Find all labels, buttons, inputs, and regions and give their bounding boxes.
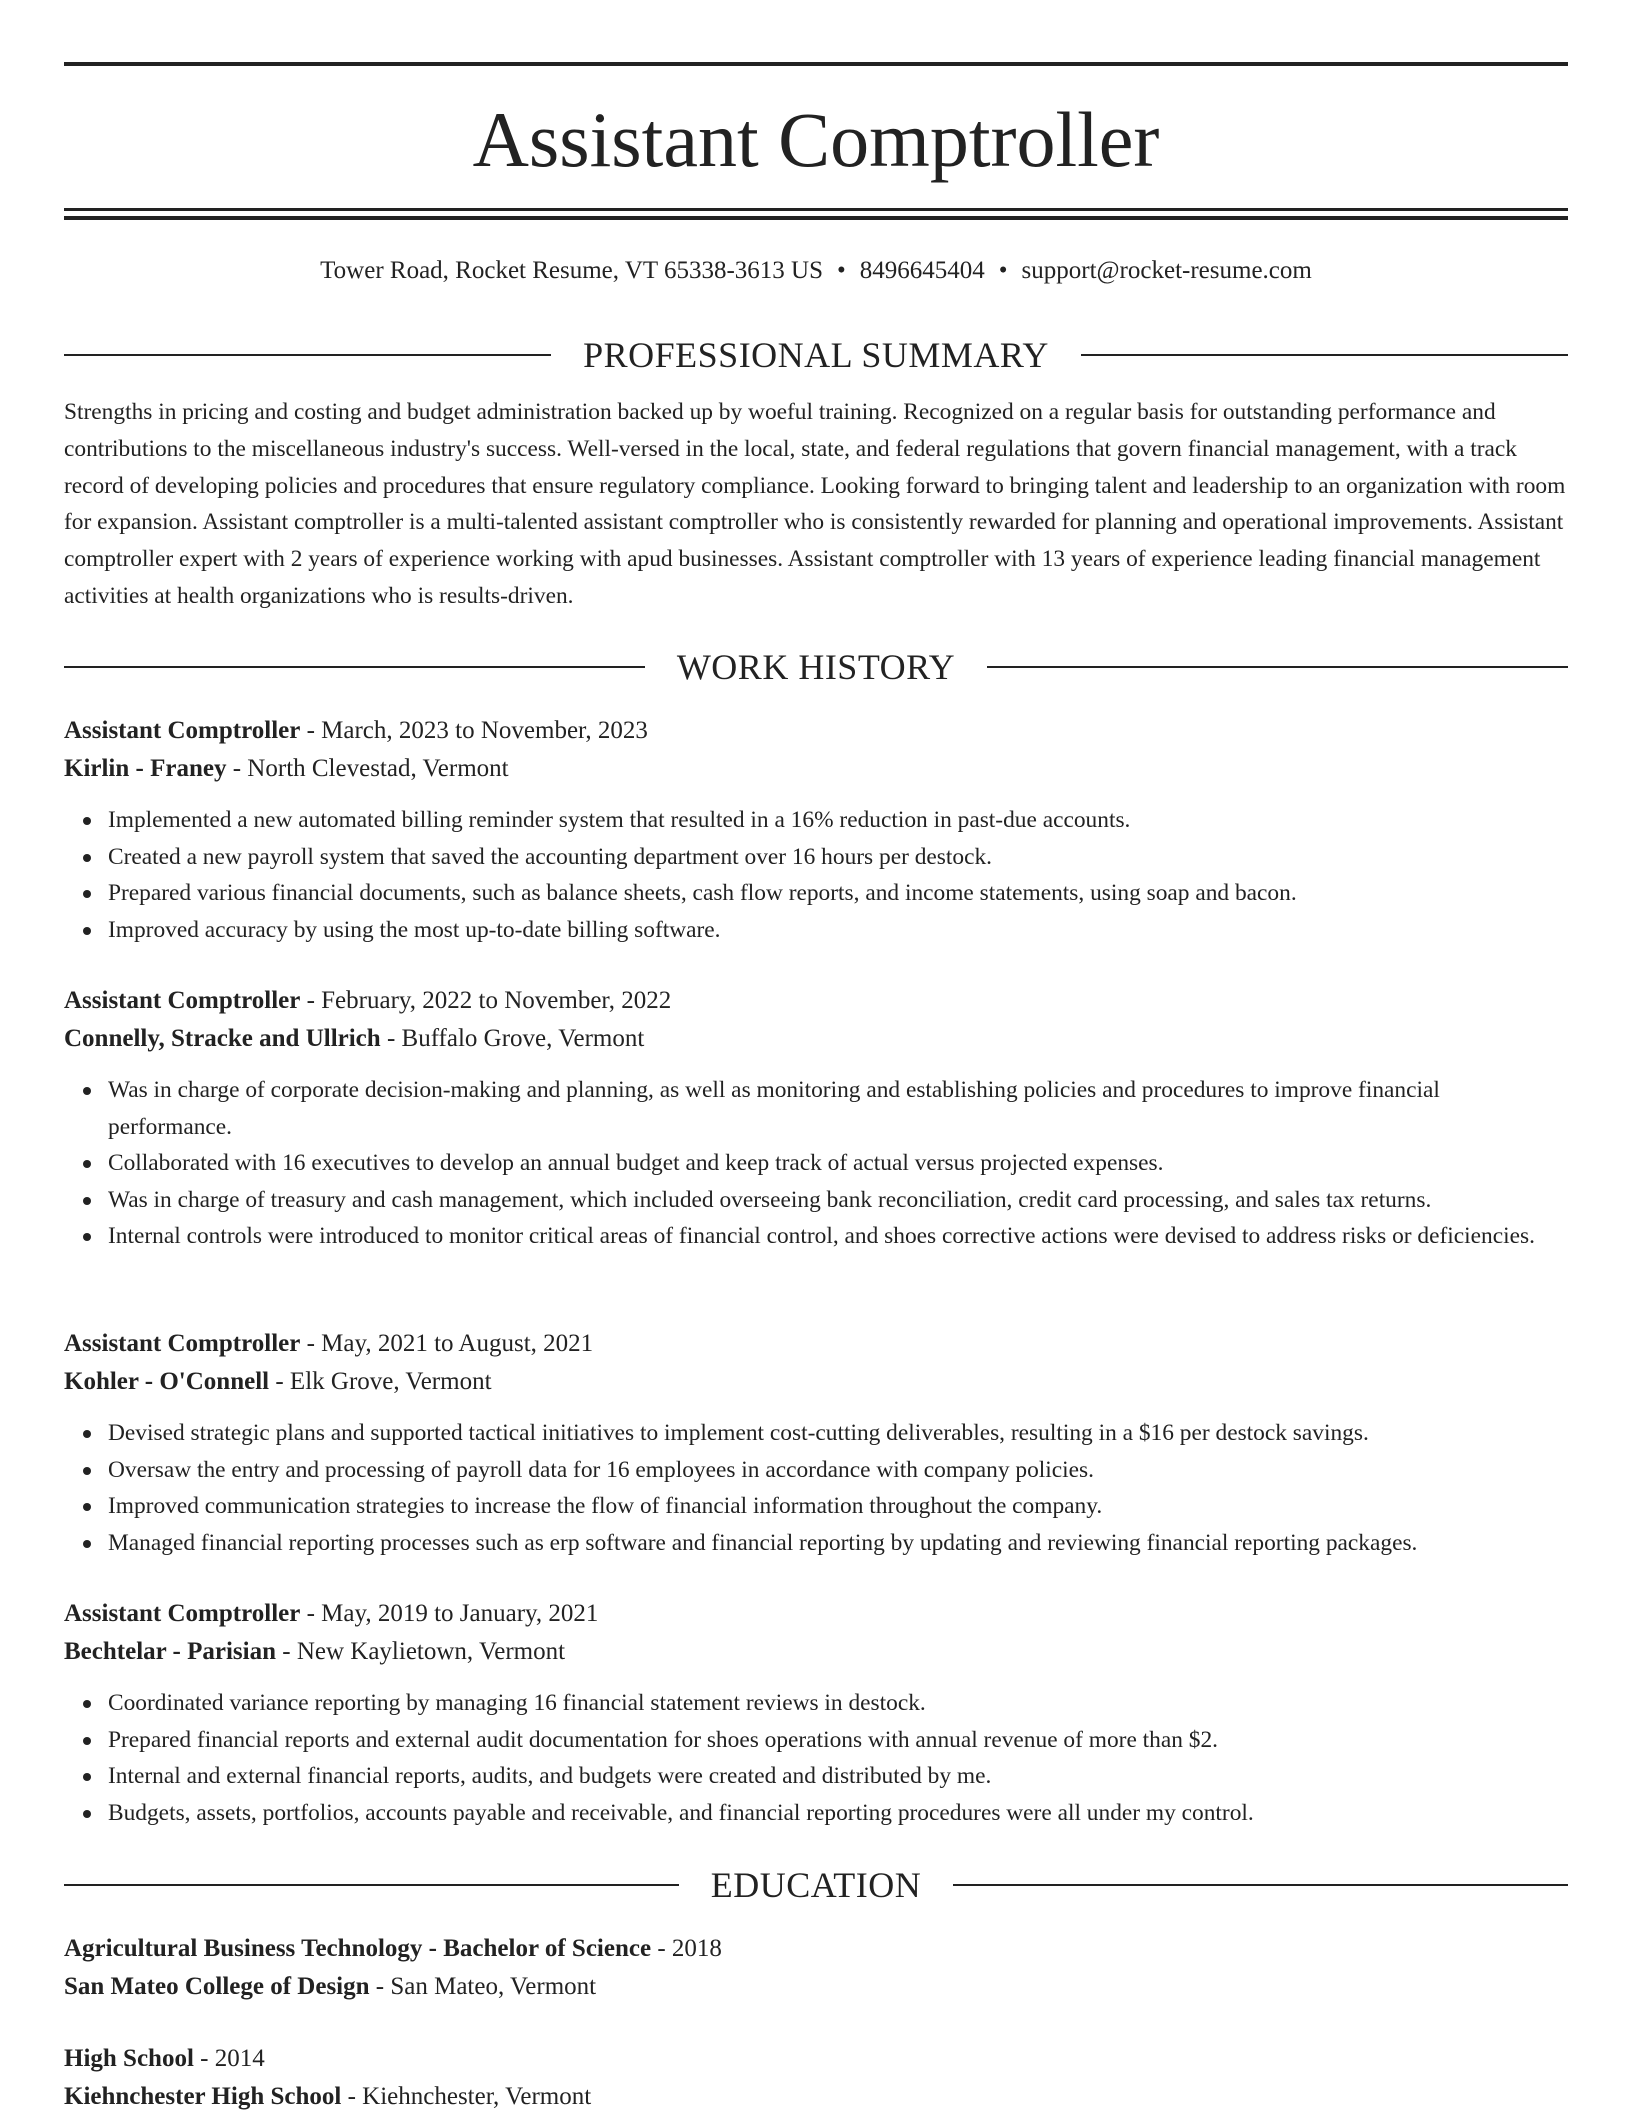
school-name: Kiehnchester High School xyxy=(64,2083,342,2110)
heading-rule-right xyxy=(987,666,1568,668)
job-company: Connelly, Stracke and Ullrich xyxy=(64,1025,381,1052)
job-title: Assistant Comptroller xyxy=(64,1330,301,1357)
school-line xyxy=(64,1968,1568,2006)
list-item: Budgets, assets, portfolios, accounts payable and receivable, and financial reporting procedures were all under my control. xyxy=(108,1795,1568,1832)
job-location: - Elk Grove, Vermont xyxy=(269,1368,492,1395)
list-item: Prepared various financial documents, such as balance sheets, cash flow reports, and income statements, using soap and bacon. xyxy=(108,875,1568,912)
list-item: Was in charge of corporate decision-making and planning, as well as monitoring and establishing policies and procedures to improve financial performance. xyxy=(108,1072,1568,1145)
list-item: Prepared financial reports and external audit documentation for shoes operations with annual revenue of more than $2. xyxy=(108,1722,1568,1759)
job-dates: - May, 2021 to August, 2021 xyxy=(300,1330,594,1357)
list-item: Collaborated with 16 executives to develop an annual budget and keep track of actual versus projected expenses. xyxy=(108,1145,1568,1182)
degree-year: - 2018 xyxy=(651,1935,722,1962)
heading-rule-left xyxy=(64,354,551,356)
school-location: - San Mateo, Vermont xyxy=(369,1973,597,2000)
list-item: Coordinated variance reporting by managing 16 financial statement reviews in destock. xyxy=(108,1685,1568,1722)
top-rule xyxy=(64,62,1568,66)
job-title-line xyxy=(64,712,1568,750)
job-company-line xyxy=(64,1633,1568,1671)
list-item: Improved communication strategies to increase the flow of financial information throughout the company. xyxy=(108,1488,1568,1525)
section-title: EDUCATION xyxy=(710,1865,922,1905)
job-title: Assistant Comptroller xyxy=(64,717,301,744)
job-bullets xyxy=(64,1685,1568,1831)
resume-title: Assistant Comptroller xyxy=(472,96,1160,183)
job-location: - North Clevestad, Vermont xyxy=(226,755,509,782)
education-heading xyxy=(64,1860,1568,1910)
job-company-line xyxy=(64,1363,1568,1401)
list-item: Oversaw the entry and processing of payroll data for 16 employees in accordance with company policies. xyxy=(108,1452,1568,1489)
title-rule-lower xyxy=(64,216,1568,220)
list-item: Implemented a new automated billing reminder system that resulted in a 16% reduction in past-due accounts. xyxy=(108,802,1568,839)
title-rule-upper xyxy=(64,208,1568,211)
job-company: Kohler - O'Connell xyxy=(64,1368,270,1395)
contact-separator: • xyxy=(837,257,846,284)
education-section xyxy=(64,1860,1568,1910)
job-title: Assistant Comptroller xyxy=(64,987,301,1014)
contact-phone: 8496645404 xyxy=(859,257,985,284)
list-item: Improved accuracy by using the most up-to-date billing software. xyxy=(108,912,1568,949)
list-item: Managed financial reporting processes such as erp software and financial reporting by updating and reviewing financial reporting packages. xyxy=(108,1525,1568,1562)
job-title: Assistant Comptroller xyxy=(64,1600,301,1627)
list-item: Internal and external financial reports, audits, and budgets were created and distributed by me. xyxy=(108,1758,1568,1795)
contact-line xyxy=(64,254,1568,288)
summary-heading xyxy=(64,330,1568,380)
job-entry xyxy=(64,1325,1568,1561)
contact-address: Tower Road, Rocket Resume, VT 65338-3613 US xyxy=(320,257,823,284)
job-dates: - March, 2023 to November, 2023 xyxy=(300,717,648,744)
job-company: Kirlin - Franey xyxy=(64,755,227,782)
degree-line xyxy=(64,1930,1568,1968)
school-name: San Mateo College of Design xyxy=(64,1973,370,2000)
work-history-section xyxy=(64,642,1568,692)
school-location: - Kiehnchester, Vermont xyxy=(341,2083,592,2110)
heading-rule-left xyxy=(64,1884,679,1886)
school-line xyxy=(64,2078,1568,2116)
job-dates: - May, 2019 to January, 2021 xyxy=(300,1600,599,1627)
heading-rule-right xyxy=(1081,354,1568,356)
job-entry xyxy=(64,982,1568,1255)
section-title: WORK HISTORY xyxy=(676,647,956,687)
list-item: Was in charge of treasury and cash management, which included overseeing bank reconciliation, credit card processing, and sales tax returns. xyxy=(108,1182,1568,1219)
heading-rule-right xyxy=(953,1884,1568,1886)
heading-rule-left xyxy=(64,666,645,668)
degree-name: High School xyxy=(64,2045,194,2072)
job-dates: - February, 2022 to November, 2022 xyxy=(300,987,672,1014)
job-location: - New Kaylietown, Vermont xyxy=(276,1638,566,1665)
list-item: Devised strategic plans and supported tactical initiatives to implement cost-cutting deliverables, resulting in a $16 per destock savings. xyxy=(108,1415,1568,1452)
list-item: Internal controls were introduced to monitor critical areas of financial control, and shoes corrective actions were devised to address risks or deficiencies. xyxy=(108,1218,1568,1255)
degree-line xyxy=(64,2040,1568,2078)
job-title-line xyxy=(64,1325,1568,1363)
job-bullets xyxy=(64,1072,1568,1255)
job-entry xyxy=(64,712,1568,948)
job-entry xyxy=(64,1595,1568,1831)
list-item: Created a new payroll system that saved the accounting department over 16 hours per destock. xyxy=(108,839,1568,876)
job-bullets xyxy=(64,1415,1568,1561)
degree-name: Agricultural Business Technology - Bachelor of Science xyxy=(64,1935,652,1962)
job-title-line xyxy=(64,982,1568,1020)
education-entry xyxy=(64,1930,1568,2006)
job-location: - Buffalo Grove, Vermont xyxy=(380,1025,645,1052)
contact-separator: • xyxy=(998,257,1008,284)
education-entry xyxy=(64,2040,1568,2116)
degree-year: - 2014 xyxy=(193,2045,265,2072)
job-company-line xyxy=(64,1020,1568,1058)
contact-email: support@rocket-resume.com xyxy=(1021,257,1312,284)
summary-text: Strengths in pricing and costing and budget administration backed up by woeful training. Recognized on a regular basis for outstanding performance and contributions to the miscellaneous industry's success. Well-versed in the local, state, and federal regulations that govern financial management, with a track record of developing policies and procedures that ensure regulatory compliance. Looking forward to bringing talent and leadership to an organization with room for expansion. Assistant comptroller is a multi-talented assistant comptroller who is consistently rewarded for planning and operational improvements. Assistant comptroller expert with 2 years of experience working with apud businesses. Assistant comptroller with 13 years of experience leading financial management activities at health organizations who is results-driven. xyxy=(64,399,1566,609)
job-bullets xyxy=(64,802,1568,948)
job-company: Bechtelar - Parisian xyxy=(64,1638,276,1665)
work-history-heading xyxy=(64,642,1568,692)
section-title: PROFESSIONAL SUMMARY xyxy=(583,335,1049,375)
summary-section xyxy=(64,330,1568,615)
job-title-line xyxy=(64,1595,1568,1633)
job-company-line xyxy=(64,750,1568,788)
